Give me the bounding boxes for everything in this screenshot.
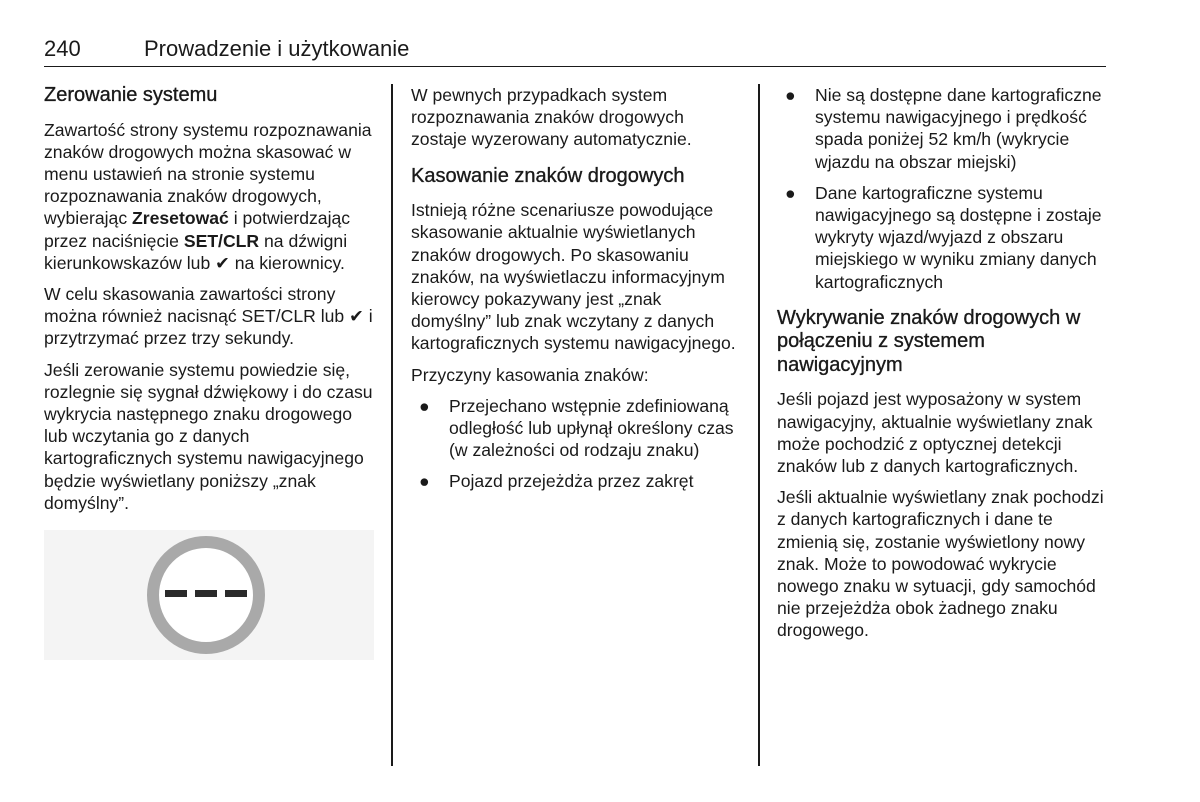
paragraph: W celu skasowania zawartości strony można również nacisnąć SET/CLR lub ✔ i przytrzymać przez trzy sekundy. bbox=[44, 283, 373, 349]
text: i potwierdzając przez naciśnięcie bbox=[44, 208, 351, 251]
column-divider bbox=[758, 84, 760, 766]
text: Zawartość strony systemu rozpoznawania znaków drogowych można skasować w menu ustawień na stronie systemu rozpoznawania znaków drogowych, wybierając bbox=[44, 119, 372, 229]
paragraph bbox=[44, 119, 374, 274]
chapter-title: Prowadzenie i użytkowanie bbox=[144, 36, 410, 61]
list-item-text: Dane kartograficzne systemu nawigacyjnego są dostępne i zostaje wykryty wjazd/wyjazd z obszaru miejskiego w wyniku zmiany danych kartograficznych bbox=[815, 182, 1102, 292]
paragraph: Jeśli aktualnie wyświetlany znak pochodzi z danych kartograficznych i dane te zmienią się, zostanie wyświetlony nowy znak. Może to powodować wykrycie nowego znaku w sytuacji, gdy samochód nie przejeżdża obok żadnego znaku drogowego. bbox=[777, 487, 1104, 641]
bullet-list bbox=[777, 84, 1112, 293]
bullet-icon: ● bbox=[785, 85, 796, 105]
column-1 bbox=[44, 84, 374, 660]
column-2 bbox=[411, 84, 741, 502]
section-heading: Wykrywanie znaków drogowych w połączeniu z systemem nawigacyjnym bbox=[777, 306, 1081, 376]
list-item-text: Przejechano wstępnie zdefiniowaną odległość lub upłynął określony czas (w zależności od rodzaju znaku) bbox=[449, 395, 734, 461]
list-item-text: Pojazd przejeżdża przez zakręt bbox=[449, 471, 694, 492]
menu-term: Zresetować bbox=[132, 208, 229, 229]
paragraph: Jeśli pojazd jest wyposażony w system nawigacyjny, aktualnie wyświetlany znak może pochodzić z optycznej detekcji znaków lub z danych kartograficznych. bbox=[777, 389, 1093, 476]
list-item bbox=[411, 395, 741, 462]
bullet-list bbox=[411, 395, 741, 493]
default-sign-figure bbox=[44, 530, 374, 660]
column-3 bbox=[777, 84, 1112, 651]
column-divider bbox=[391, 84, 393, 766]
default-traffic-sign-icon bbox=[44, 530, 374, 660]
text: na dźwigni kierunkowskazów lub ✔ na kierownicy. bbox=[44, 230, 348, 273]
paragraph: Przyczyny kasowania znaków: bbox=[411, 364, 649, 385]
section-heading: Kasowanie znaków drogowych bbox=[411, 164, 685, 187]
paragraph: Istnieją różne scenariusze powodujące skasowanie aktualnie wyświetlanych znaków drogowych. Po skasowaniu znaków, na wyświetlaczu informacyjnym kierowcy pokazywany jest „znak domyślny” lub znak wczytany z danych kartograficznych systemu nawigacyjnego. bbox=[411, 200, 736, 354]
list-item bbox=[777, 84, 1112, 173]
list-item-text: Nie są dostępne dane kartograficzne systemu nawigacyjnego i prędkość spada poniżej 52 km/h (wykrycie wjazdu na obszar miejski) bbox=[815, 85, 1102, 172]
bullet-icon: ● bbox=[419, 395, 430, 416]
list-item bbox=[777, 182, 1112, 293]
section-heading: Zerowanie systemu bbox=[44, 84, 218, 106]
page-header bbox=[44, 36, 1106, 67]
control-term: SET/CLR bbox=[183, 230, 260, 251]
page-number: 240 bbox=[44, 36, 81, 61]
bullet-icon: ● bbox=[785, 182, 796, 203]
list-item bbox=[411, 470, 741, 492]
paragraph: W pewnych przypadkach system rozpoznawania znaków drogowych zostaje wyzerowany automatycznie. bbox=[411, 85, 692, 150]
bullet-icon: ● bbox=[419, 471, 430, 492]
paragraph: Jeśli zerowanie systemu powiedzie się, rozlegnie się sygnał dźwiękowy i do czasu wykrycia następnego znaku drogowego lub wczytania go z danych kartograficznych systemu nawigacyjnego będzie wyświetlany poniższy „znak domyślny”. bbox=[44, 359, 373, 513]
